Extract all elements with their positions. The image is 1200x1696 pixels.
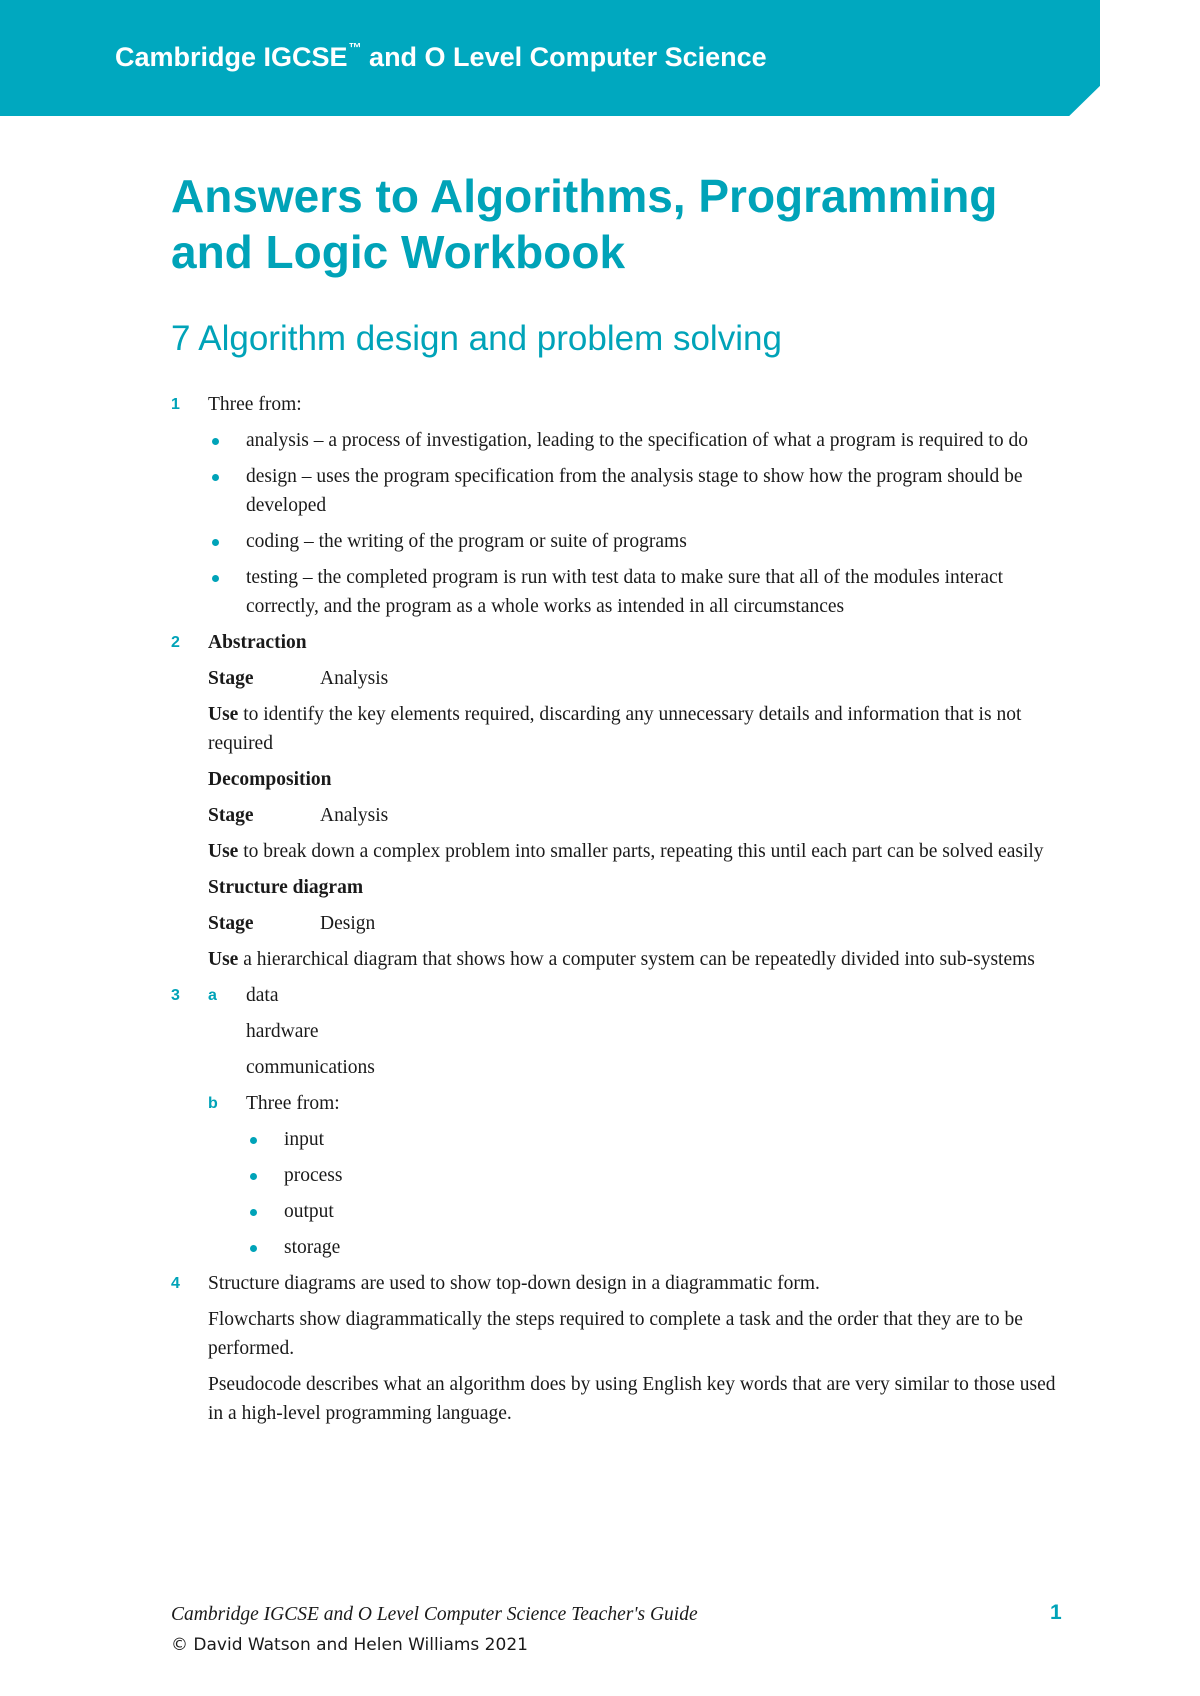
footer-book-title: Cambridge IGCSE and O Level Computer Science Teacher's Guide: [171, 1604, 698, 1625]
question-3: [171, 981, 1071, 1262]
term-heading: Abstraction: [208, 632, 307, 653]
bullet-list: [246, 1125, 1071, 1262]
footer-copyright: © David Watson and Helen Williams 2021: [171, 1635, 528, 1655]
answer-paragraph: Structure diagrams are used to show top-down design in a diagrammatic form.: [208, 1273, 820, 1294]
bullet-icon: [212, 575, 219, 582]
sub-question-letter: a: [208, 987, 217, 1004]
section-title: 7 Algorithm design and problem solving: [171, 319, 782, 358]
header-title: Cambridge IGCSE™ and O Level Computer Science: [115, 40, 767, 72]
stage-row: [208, 801, 1071, 830]
answer-paragraph: Pseudocode describes what an algorithm does by using English key words that are very similar to those used in a high-level programming language.: [208, 1374, 1056, 1424]
list-item: testing – the completed program is run with test data to make sure that all of the modules interact correctly, and the program as a whole works as intended in all circumstances: [208, 563, 1071, 621]
question-number: 3: [171, 987, 180, 1004]
answers-content: [171, 390, 1071, 1435]
bullet-icon: [250, 1137, 257, 1144]
document-title-line-2: and Logic Workbook: [171, 226, 626, 278]
list-item: coding – the writing of the program or suite of programs: [208, 527, 1071, 556]
sub-question-b: [208, 1089, 1071, 1262]
question-number: 2: [171, 634, 180, 651]
sub-question-letter: b: [208, 1095, 218, 1112]
answer-paragraph: Flowcharts show diagrammatically the steps required to complete a task and the order that they are to be performed.: [208, 1309, 1023, 1359]
list-item: process: [246, 1161, 1071, 1190]
term-heading: Decomposition: [208, 769, 332, 790]
term-heading: Structure diagram: [208, 877, 364, 898]
stage-row: [208, 909, 1071, 938]
trademark-symbol: ™: [348, 40, 362, 55]
document-title: [171, 168, 1071, 280]
sub-question-a: [208, 981, 1071, 1082]
list-item: design – uses the program specification from the analysis stage to show how the program should be developed: [208, 462, 1071, 520]
stage-row: [208, 664, 1071, 693]
stage-label: Stage: [208, 913, 254, 934]
document-title-line-1: Answers to Algorithms, Programming: [171, 170, 998, 222]
bullet-icon: [212, 539, 219, 546]
question-number: 4: [171, 1275, 180, 1292]
answer-line: data: [246, 985, 279, 1006]
use-description: Use to break down a complex problem into smaller parts, repeating this until each part can be solved easily: [208, 841, 1044, 862]
list-item: storage: [246, 1233, 1071, 1262]
bullet-icon: [250, 1209, 257, 1216]
question-2: [171, 628, 1071, 974]
use-description: Use to identify the key elements required, discarding any unnecessary details and information that is not required: [208, 704, 1022, 754]
list-item: input: [246, 1125, 1071, 1154]
answer-line: hardware: [246, 1021, 319, 1042]
question-4: [171, 1269, 1071, 1428]
stage-value: Analysis: [320, 668, 389, 689]
bullet-icon: [212, 438, 219, 445]
bullet-icon: [250, 1245, 257, 1252]
question-number: 1: [171, 396, 180, 413]
list-item: output: [246, 1197, 1071, 1226]
question-1: [171, 390, 1071, 621]
page-number: 1: [1050, 1601, 1062, 1624]
question-intro: Three from:: [208, 394, 302, 415]
answer-line: communications: [246, 1057, 375, 1078]
bullet-icon: [250, 1173, 257, 1180]
use-description: Use a hierarchical diagram that shows how a computer system can be repeatedly divided into sub-systems: [208, 949, 1035, 970]
stage-label: Stage: [208, 668, 254, 689]
stage-label: Stage: [208, 805, 254, 826]
list-item: analysis – a process of investigation, leading to the specification of what a program is required to do: [208, 426, 1071, 455]
question-intro: Three from:: [246, 1093, 340, 1114]
stage-value: Design: [320, 913, 376, 934]
bullet-icon: [212, 474, 219, 481]
stage-value: Analysis: [320, 805, 389, 826]
bullet-list: [208, 426, 1071, 621]
